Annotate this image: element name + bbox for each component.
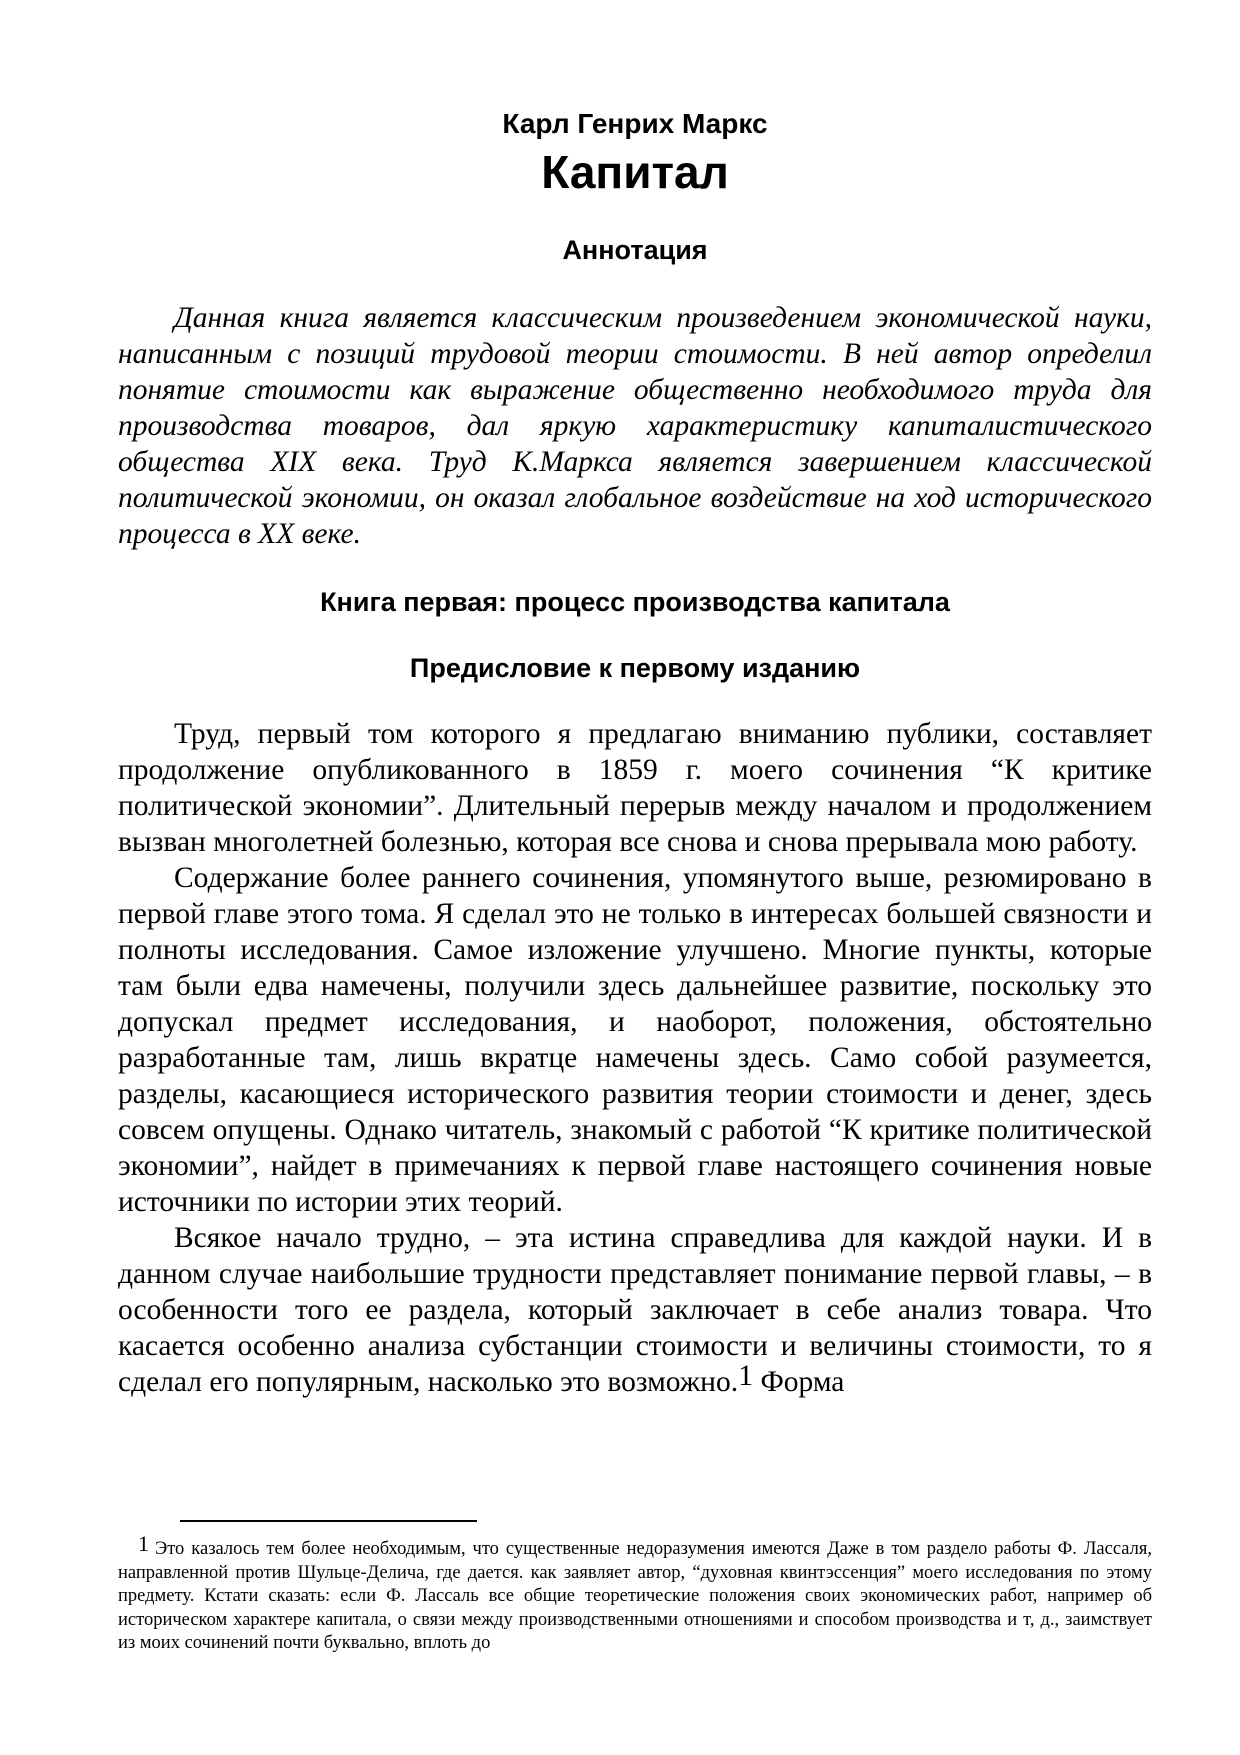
footnote-text: Это казалось тем более необходимым, что существенные недоразумения имеются Даже в том разделo работы Ф. Лассаля, направленной против Шульце-Делича, где дается. как заявляет автор, “духовная квинтэссенция” моего исследования по этому предмету. Кстати сказать: если Ф. Лассаль все общие теоретические положения своих экономических работ, например об историческом характере капитала, о связи между производственными отношениями и способом производства и т, д., заимствует из моих сочинений почти буквально, вплоть до [118,1539,1152,1653]
preface-paragraph-1: Труд, первый том которого я предлагаю вниманию публики, составляет продолжение опубликованного в 1859 г. моего сочинения “К критике политической экономии”. Длительный перерыв между началом и продолжением вызван многолетней болезнью, которая все снова и снова прерывала мою работу. [118,718,1152,858]
preface-paragraph-2: Содержание более раннего сочинения, упомянутого выше, резюмировано в первой главе этого тома. Я сделал это не только в интересах большей связности и полноты исследования. Самое изложение улучшено. Многие пункты, которые там были едва намечены, получили здесь дальнейшее развитие, поскольку это допускал предмет исследования, и наоборот, положения, обстоятельно разработанные там, лишь вкратце намечены здесь. Само собой разумеется, разделы, касающиеся исторического развития теории стоимости и денег, здесь совсем опущены. Однако читатель, знакомый с работой “К критике политической экономии”, найдет в примечаниях к первой главе настоящего сочинения новые источники по истории этих теорий. [118,862,1152,1218]
annotation-text: Данная книга является классическим произведением экономической науки, написанным с позиций трудовой теории стоимости. В ней автор определил понятие стоимости как выражение общественно необходимого труда для производства товаров, дал яркую характеристику капиталистического общества XIX века. Труд К.Маркса является завершением классической политической экономии, он оказал глобальное воздействие на ход исторического процесса в XX веке. [118,302,1152,550]
footnote-separator [180,1520,477,1522]
preface-paragraph-3-continuation: Форма [753,1366,845,1398]
preface-paragraph-3 [118,1220,1152,1400]
book-heading: Книга первая: процесс производства капитала [320,587,950,617]
preface-paragraph-3-text: Всякое начало трудно, – эта истина справедлива для каждой науки. И в данном случае наибольшие трудности представляет понимание первой главы, – в особенности того ее раздела, который заключает в себе анализ товара. Что касается особенно анализа субстанции стоимости и величины стоимости, то я сделал его популярным, насколько это возможно. [118,1222,1152,1398]
book-title: Капитал [541,146,729,198]
annotation-heading: Аннотация [562,235,708,265]
footnote-reference[interactable]: 1 [738,1359,754,1392]
footnote [118,1531,1152,1656]
main-content [118,104,1152,1400]
author-name: Карл Генрих Маркс [502,108,768,139]
footnote-mark: 1 [138,1531,149,1556]
preface-heading: Предисловие к первому изданию [409,653,861,683]
